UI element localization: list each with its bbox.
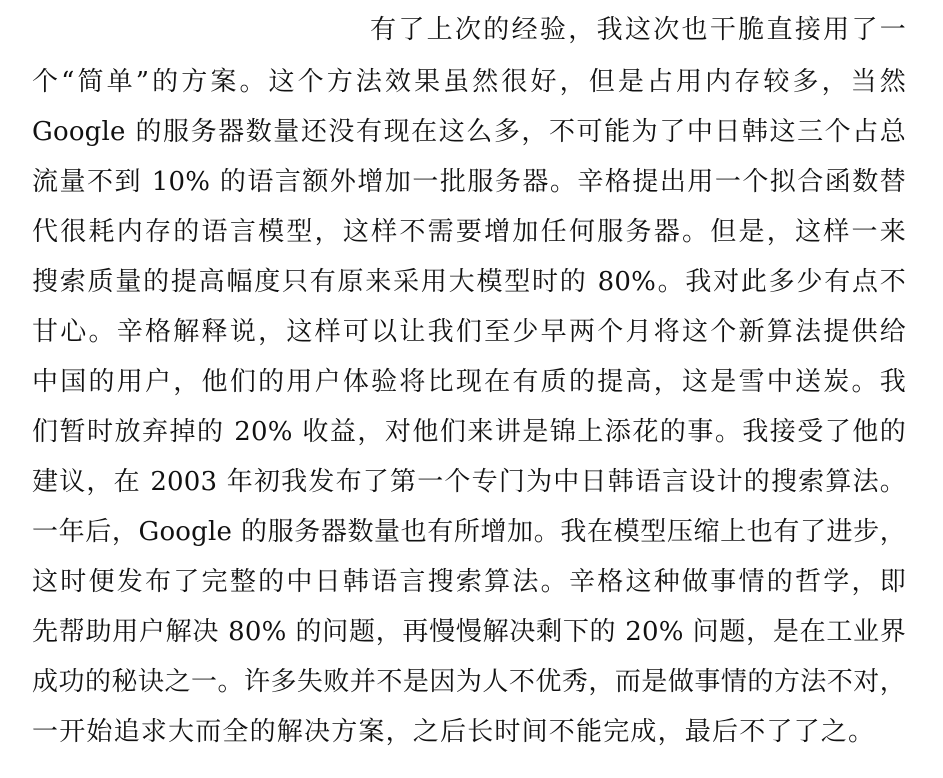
text-line: 搜索质量的提高幅度只有原来采用大模型时的 80%。我对此多少有点不 xyxy=(32,267,906,297)
text-line: 甘心。辛格解释说，这样可以让我们至少早两个月将这个新算法提供给 xyxy=(32,317,906,347)
text-line: 中国的用户，他们的用户体验将比现在有质的提高，这是雪中送炭。我 xyxy=(32,367,906,397)
text-line: 一开始追求大而全的解决方案，之后长时间不能完成，最后不了了之。 xyxy=(32,717,876,747)
text-line: 这时便发布了完整的中日韩语言搜索算法。辛格这种做事情的哲学，即 xyxy=(32,567,906,597)
text-line: 一年后，Google 的服务器数量也有所增加。我在模型压缩上也有了进步， xyxy=(32,517,906,547)
text-line: 个“简单”的方案。这个方法效果虽然很好，但是占用内存较多，当然 xyxy=(32,67,906,97)
text-line: 建议，在 2003 年初我发布了第一个专门为中日韩语言设计的搜索算法。 xyxy=(32,467,906,497)
text-line: 们暂时放弃掉的 20% 收益，对他们来讲是锦上添花的事。我接受了他的 xyxy=(32,417,906,447)
text-line: 有了上次的经验，我这次也干脆直接用了一 xyxy=(370,15,906,45)
text-line: 代很耗内存的语言模型，这样不需要增加任何服务器。但是，这样一来 xyxy=(32,217,906,247)
text-line: 成功的秘诀之一。许多失败并不是因为人不优秀，而是做事情的方法不对， xyxy=(32,667,906,697)
text-line: 先帮助用户解决 80% 的问题，再慢慢解决剩下的 20% 问题，是在工业界 xyxy=(32,617,906,647)
text-line: Google 的服务器数量还没有现在这么多，不可能为了中日韩这三个占总 xyxy=(32,117,906,147)
text-line: 流量不到 10% 的语言额外增加一批服务器。辛格提出用一个拟合函数替 xyxy=(32,167,906,197)
